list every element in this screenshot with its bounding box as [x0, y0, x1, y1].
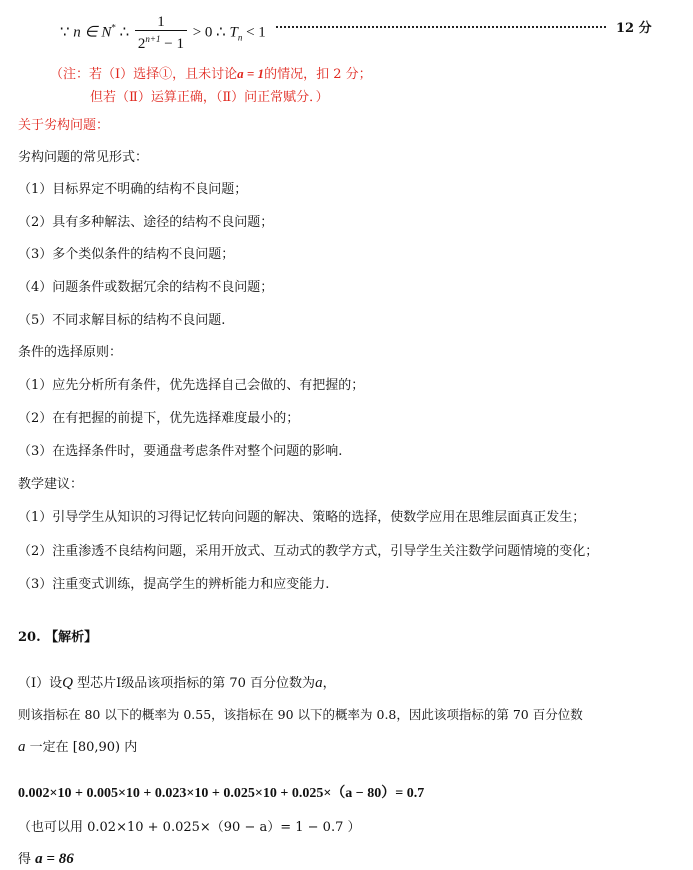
after-fraction: > 0 ∴ — [188, 24, 230, 41]
fraction-numerator: 1 — [135, 14, 187, 31]
principles-item-3: （3）在选择条件时，要通盘考虑条件对整个问题的影响. — [18, 444, 343, 459]
forms-item-1: （1）目标界定不明确的结构不良问题； — [18, 182, 248, 197]
note-math: a = 1 — [237, 66, 265, 81]
den-tail: − 1 — [160, 36, 184, 52]
q20-para-2: 则该指标在 80 以下的概率为 0.55，该指标在 90 以下的概率为 0.8，因此该项指标的第 70 百分位数 — [18, 707, 583, 722]
T-symbol: T — [229, 24, 238, 41]
q20-result — [18, 850, 74, 869]
fraction-denominator — [135, 31, 187, 52]
q20-p3-b: 一定在 [80,90) 内 — [25, 740, 138, 755]
advice-item-1: （1）引导学生从知识的习得记忆转向问题的解决、策略的选择，使数学应用在思维层面真正发生； — [18, 510, 586, 525]
q20-result-a: 得 — [18, 852, 36, 867]
den-exponent: n+1 — [145, 34, 161, 44]
note-line-1-b: 的情况，扣 2 分； — [264, 67, 372, 82]
q20-heading: 20. 【解析】 — [18, 630, 98, 645]
principles-title: 条件的选择原则： — [18, 345, 123, 360]
therefore-symbol: ∴ — [115, 24, 133, 41]
star-superscript: * — [111, 22, 116, 33]
q20-equation-2: （也可以用 0.02×10 + 0.025×（90 − a）= 1 − 0.7 ） — [18, 820, 361, 835]
q20-p1-b: 型芯片Ⅰ级品该项指标的第 70 百分位数为 — [72, 676, 316, 691]
q20-Q: Q — [62, 675, 73, 691]
principles-item-2: （2）在有把握的前提下，优先选择难度最小的； — [18, 411, 300, 426]
forms-title: 劣构问题的常见形式： — [18, 150, 149, 165]
q20-p1-c: ， — [322, 676, 336, 691]
advice-item-2: （2）注重渗透不良结构问题，采用开放式、互动式的教学方式，引导学生关注数学问题情境的变化； — [18, 544, 599, 559]
q20-a: a — [315, 675, 323, 691]
score-label: 12 分 — [616, 21, 652, 36]
about-heading: 关于劣构问题： — [18, 118, 110, 133]
q20-result-b: a = 86 — [35, 851, 74, 867]
dot-leader — [276, 26, 606, 28]
advice-item-3: （3）注重变式训练，提高学生的辨析能力和应变能力. — [18, 577, 330, 592]
q20-para-1 — [18, 674, 336, 693]
q20-p1-a: （Ⅰ）设 — [18, 676, 63, 691]
note-line-1-a: （注：若（Ⅰ）选择①，且未讨论 — [50, 67, 238, 82]
principles-item-1: （1）应先分析所有条件，优先选择自己会做的、有把握的； — [18, 378, 365, 393]
forms-item-4: （4）问题条件或数据冗余的结构不良问题； — [18, 280, 274, 295]
less-than-one: < 1 — [242, 24, 266, 41]
den-base: 2 — [137, 36, 146, 52]
q20-para-3 — [18, 738, 137, 757]
T-subscript: n — [237, 32, 243, 43]
note-line-1 — [50, 65, 372, 84]
advice-title: 教学建议： — [18, 477, 84, 492]
forms-item-3: （3）多个类似条件的结构不良问题； — [18, 247, 235, 262]
n-in-N: n ∈ N — [73, 24, 112, 41]
fraction — [135, 14, 187, 52]
forms-item-5: （5）不同求解目标的结构不良问题. — [18, 313, 226, 328]
q20-equation-1: 0.002×10 + 0.005×10 + 0.023×10 + 0.025×10 + 0.025×（a − 80）= 0.7 — [18, 786, 425, 801]
q20-p3-a: a — [18, 739, 26, 755]
because-symbol: ∵ — [60, 24, 74, 41]
forms-item-2: （2）具有多种解法、途径的结构不良问题； — [18, 215, 274, 230]
top-formula — [60, 14, 266, 52]
note-line-2: 但若（Ⅱ）运算正确，（Ⅱ）问正常赋分．） — [90, 90, 329, 105]
